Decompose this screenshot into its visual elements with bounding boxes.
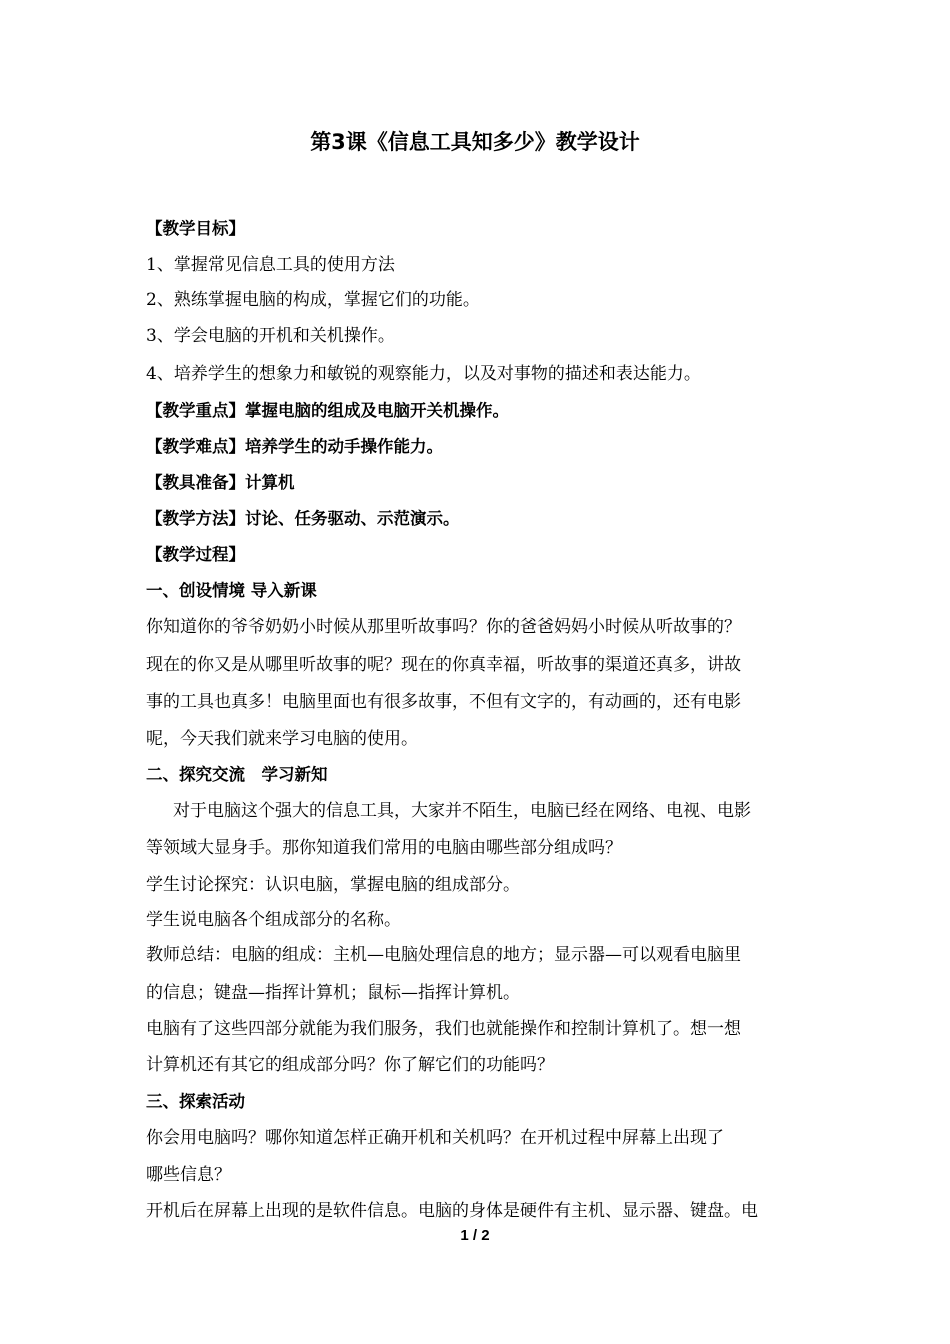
page-indicator: 1 / 2: [460, 1227, 490, 1244]
paragraph-line: 等领域大显身手。那你知道我们常用的电脑由哪些部分组成吗？: [146, 838, 622, 858]
paragraph-line: 事的工具也真多！电脑里面也有很多故事，不但有文字的，有动画的，还有电影: [146, 692, 741, 712]
paragraph-line: 计算机还有其它的组成部分吗？你了解它们的功能吗？: [146, 1055, 554, 1075]
section3-heading: 三、探索活动: [146, 1092, 245, 1111]
process-heading: 【教学过程】: [146, 545, 245, 564]
key-points: 【教学重点】掌握电脑的组成及电脑开关机操作。: [146, 401, 509, 420]
objectives-heading: 【教学目标】: [146, 219, 245, 238]
difficulties: 【教学难点】培养学生的动手操作能力。: [146, 437, 443, 456]
paragraph-line: 你知道你的爷爷奶奶小时候从那里听故事吗？你的爸爸妈妈小时候从听故事的？: [146, 617, 741, 637]
paragraph-line: 哪些信息？: [146, 1165, 231, 1185]
paragraph-line: 对于电脑这个强大的信息工具，大家并不陌生，电脑已经在网络、电视、电影: [173, 801, 751, 821]
paragraph-line: 电脑有了这些四部分就能为我们服务，我们也就能操作和控制计算机了。想一想: [146, 1019, 741, 1039]
teaching-methods: 【教学方法】讨论、任务驱动、示范演示。: [146, 509, 460, 528]
paragraph-line: 你会用电脑吗？哪你知道怎样正确开机和关机吗？在开机过程中屏幕上出现了: [146, 1128, 724, 1148]
objective-item: 4、培养学生的想象力和敏锐的观察能力，以及对事物的描述和表达能力。: [146, 364, 701, 384]
teaching-tools: 【教具准备】计算机: [146, 473, 295, 492]
paragraph-line: 教师总结：电脑的组成：主机—电脑处理信息的地方；显示器—可以观看电脑里: [146, 945, 741, 965]
page-title: 第3课《信息工具知多少》教学设计: [310, 130, 640, 154]
objective-item: 1、掌握常见信息工具的使用方法: [146, 255, 395, 275]
objective-item: 2、熟练掌握电脑的构成，掌握它们的功能。: [146, 290, 480, 310]
paragraph-line: 现在的你又是从哪里听故事的呢？现在的你真幸福，听故事的渠道还真多，讲故: [146, 655, 741, 675]
paragraph-line: 呢，今天我们就来学习电脑的使用。: [146, 729, 418, 749]
section1-heading: 一、创设情境 导入新课: [146, 581, 317, 600]
paragraph-line: 的信息；键盘—指挥计算机；鼠标—指挥计算机。: [146, 983, 520, 1003]
section2-heading: 二、探究交流 学习新知: [146, 765, 328, 784]
paragraph-line: 学生讨论探究：认识电脑，掌握电脑的组成部分。: [146, 875, 520, 895]
paragraph-line: 学生说电脑各个组成部分的名称。: [146, 910, 401, 930]
paragraph-line: 开机后在屏幕上出现的是软件信息。电脑的身体是硬件有主机、显示器、键盘。电: [146, 1201, 758, 1221]
objective-item: 3、学会电脑的开机和关机操作。: [146, 326, 395, 346]
